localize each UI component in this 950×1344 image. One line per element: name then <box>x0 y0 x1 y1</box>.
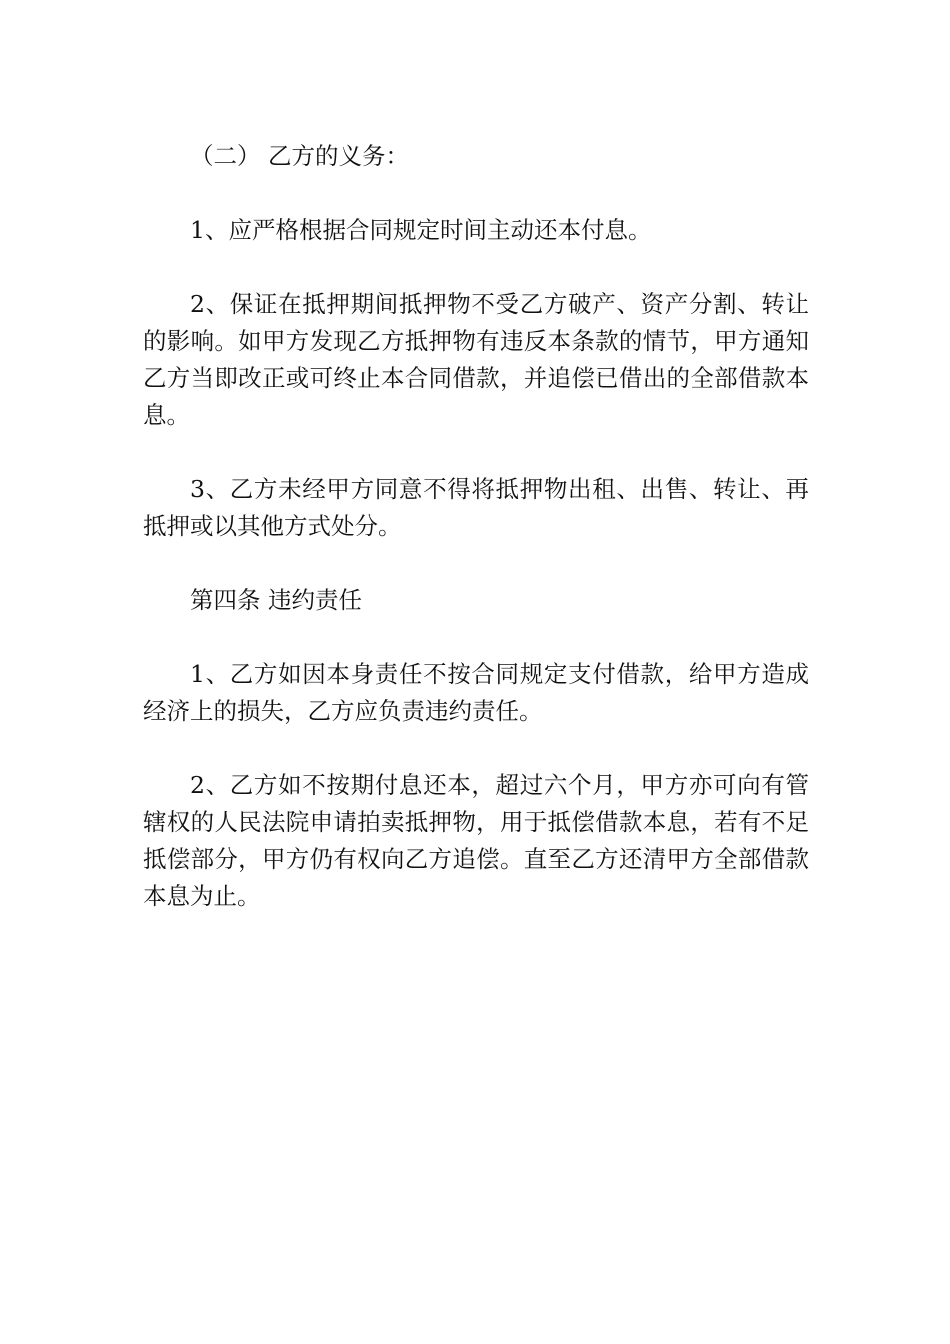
article-heading-liability: 第四条 违约责任 <box>190 586 362 614</box>
liability-item-2: 2、乙方如不按期付息还本，超过六个月，甲方亦可向有管辖权的人民法院申请拍卖抵押物，用于抵偿借款本息，若有不足抵偿部分，甲方仍有权向乙方追偿。直至乙方还清甲方全部借款本息为止。 <box>143 771 809 910</box>
section-heading-obligations: （二） 乙方的义务： <box>190 142 409 170</box>
document-body <box>143 138 809 952</box>
liability-item-1: 1、乙方如因本身责任不按合同规定支付借款，给甲方造成经济上的损失，乙方应负责违约责任。 <box>143 660 809 725</box>
obligation-item-3: 3、乙方未经甲方同意不得将抵押物出租、出售、转让、再抵押或以其他方式处分。 <box>143 475 809 540</box>
obligation-item-1: 1、应严格根据合同规定时间主动还本付息。 <box>190 216 652 244</box>
obligation-item-2: 2、保证在抵押期间抵押物不受乙方破产、资产分割、转让的影响。如甲方发现乙方抵押物有违反本条款的情节，甲方通知乙方当即改正或可终止本合同借款，并追偿已借出的全部借款本息。 <box>143 290 809 429</box>
